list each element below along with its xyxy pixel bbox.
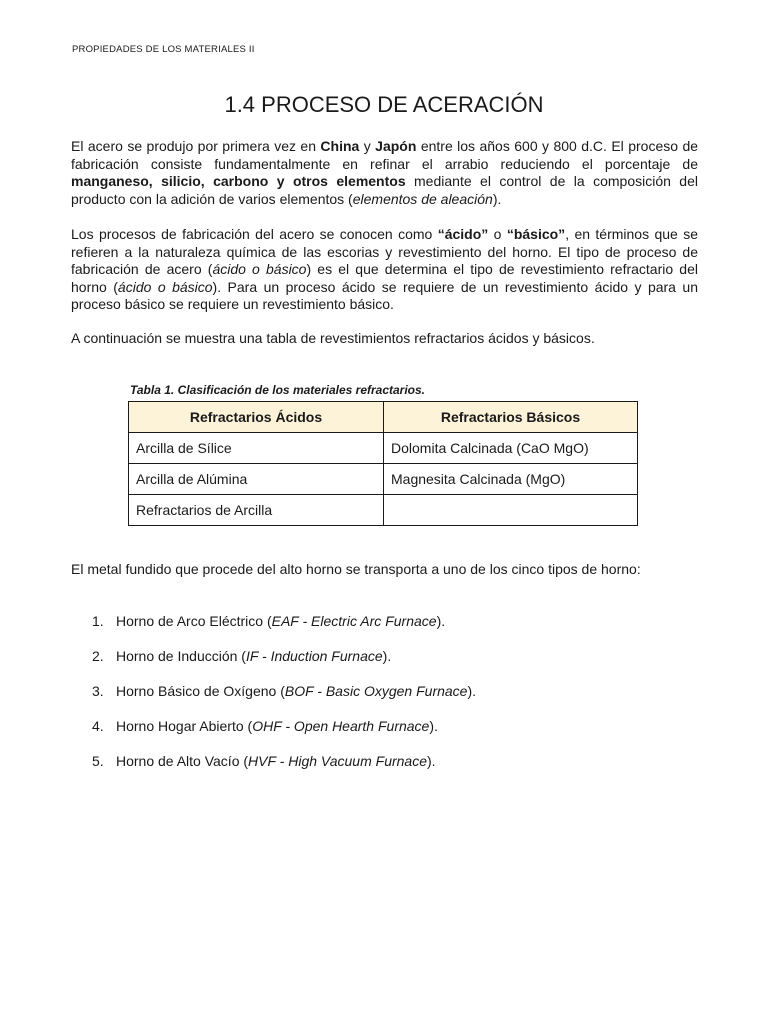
table-row <box>129 433 638 464</box>
section-title: 1.4 PROCESO DE ACERACIÓN <box>224 92 544 117</box>
table-cell: Arcilla de Sílice <box>129 433 384 464</box>
table-cell: Dolomita Calcinada (CaO MgO) <box>384 433 638 464</box>
furnace-list <box>92 613 476 788</box>
table-row <box>129 464 638 495</box>
list-item: 5. Horno de Alto Vacío (HVF - High Vacuum Furnace). <box>92 753 436 769</box>
table-cell <box>384 495 638 526</box>
table-header-basic: Refractarios Básicos <box>384 402 638 433</box>
table-header-acidic: Refractarios Ácidos <box>129 402 384 433</box>
table-row <box>129 495 638 526</box>
paragraph-processes: Los procesos de fabricación del acero se conocen como “ácido” o “básico”, en términos que se refieren a la naturaleza química de las escorias y revestimiento del horno. El tipo de proceso de fabricación de acero (ácido o básico) es el que determina el tipo de revestimiento refractario del horno (ácido o básico). Para un proceso ácido se requiere de un revestimiento ácido y para un proceso básico se requiere un revestimiento básico. <box>71 226 698 312</box>
paragraph-history: El acero se produjo por primera vez en China y Japón entre los años 600 y 800 d.C. El proceso de fabricación consiste fundamentalmente en refinar el arrabio reduciendo el porcentaje de manganeso, silicio, carbono y otros elementos mediante el control de la composición del producto con la adición de varios elementos (elementos de aleación). <box>71 138 699 207</box>
list-item: 4. Horno Hogar Abierto (OHF - Open Hearth Furnace). <box>92 718 438 734</box>
paragraph-table-intro: A continuación se muestra una tabla de revestimientos refractarios ácidos y básicos. <box>71 330 595 346</box>
table-header-row <box>129 402 638 433</box>
table-cell: Refractarios de Arcilla <box>129 495 384 526</box>
paragraph-furnaces-intro: El metal fundido que procede del alto horno se transporta a uno de los cinco tipos de horno: <box>71 561 641 577</box>
list-item: 2. Horno de Inducción (IF - Induction Furnace). <box>92 648 392 664</box>
running-header: PROPIEDADES DE LOS MATERIALES II <box>72 44 255 55</box>
table-caption: Tabla 1. Clasificación de los materiales refractarios. <box>130 383 426 397</box>
table-cell: Magnesita Calcinada (MgO) <box>384 464 638 495</box>
list-item: 3. Horno Básico de Oxígeno (BOF - Basic Oxygen Furnace). <box>92 683 477 699</box>
table-cell: Arcilla de Alúmina <box>129 464 384 495</box>
list-item: 1. Horno de Arco Eléctrico (EAF - Electric Arc Furnace). <box>92 613 446 629</box>
refractories-table <box>128 401 638 526</box>
